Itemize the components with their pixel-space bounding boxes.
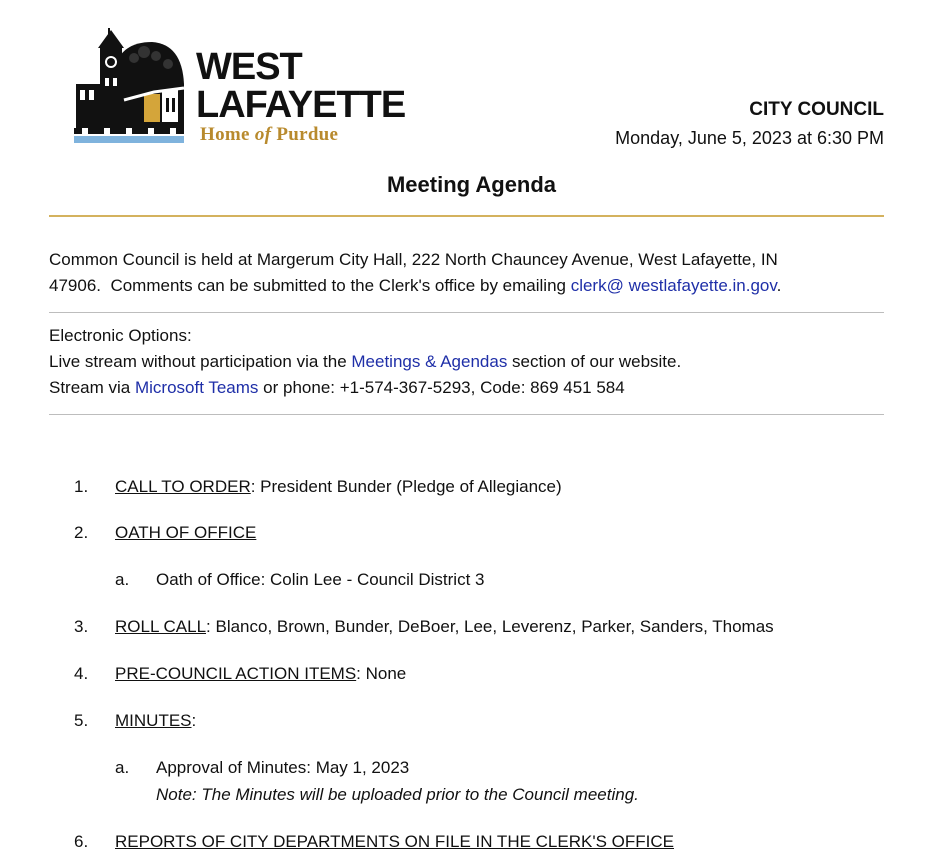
title-divider — [49, 215, 884, 217]
electronic-heading: Electronic Options: — [49, 326, 192, 345]
logo-tagline — [200, 125, 338, 145]
intro-paragraph — [49, 247, 889, 299]
live-stream-line — [49, 349, 889, 375]
subitem-letter: a. — [115, 758, 130, 777]
live-stream-suffix: section of our website. — [507, 352, 682, 371]
electronic-options — [49, 323, 889, 401]
intro-line-2 — [49, 273, 889, 299]
microsoft-teams-link[interactable]: Microsoft Teams — [134, 378, 259, 397]
item-detail: : Blanco, Brown, Bunder, DeBoer, Lee, Leverenz, Parker, Sanders, Thomas — [206, 617, 774, 636]
item-label: REPORTS OF CITY DEPARTMENTS ON FILE IN THE CLERK'S OFFICE — [115, 832, 674, 851]
clock-tower-emblem — [74, 28, 194, 146]
meetings-agendas-link[interactable]: Meetings & Agendas — [351, 352, 508, 371]
minutes-note: Note: The Minutes will be uploaded prior to the Council meeting. — [156, 785, 639, 804]
phone-info: or phone: +1-574-367-5293, Code: 869 451 584 — [258, 378, 625, 397]
intro-line-1: Common Council is held at Margerum City Hall, 222 North Chauncey Avenue, West Lafayette, IN — [49, 250, 778, 269]
intro-divider — [49, 312, 884, 313]
intro-line-2-end: . — [776, 276, 782, 295]
item-number: 1. — [74, 477, 89, 496]
item-detail: : — [191, 711, 197, 730]
live-stream-text: Live stream without participation via the — [49, 352, 352, 371]
subitem-letter: a. — [115, 570, 130, 589]
item-detail: : None — [356, 664, 407, 683]
options-divider — [49, 414, 884, 415]
logo-lafayette: LAFAYETTE — [196, 84, 406, 126]
item-label: CALL TO ORDER — [115, 477, 251, 496]
page-title: Meeting Agenda — [386, 172, 557, 197]
item-number: 3. — [74, 617, 89, 636]
item-label: PRE-COUNCIL ACTION ITEMS — [115, 664, 357, 683]
logo-west: WEST — [196, 46, 302, 88]
item-label: ROLL CALL — [115, 617, 207, 636]
item-number: 2. — [74, 523, 89, 542]
council-title: CITY COUNCIL — [749, 99, 884, 120]
item-label: OATH OF OFFICE — [115, 523, 257, 542]
meeting-date: Monday, June 5, 2023 at 6:30 PM — [615, 128, 884, 148]
tagline-home: Home — [200, 124, 250, 145]
item-detail: : President Bunder (Pledge of Allegiance) — [250, 477, 562, 496]
teams-stream-text: Stream via — [49, 378, 135, 397]
subitem-text: Oath of Office: Colin Lee - Council District 3 — [156, 570, 485, 589]
clerk-email-link[interactable]: clerk@ westlafayette.in.gov — [570, 276, 777, 295]
teams-stream-line — [49, 375, 889, 401]
item-number: 5. — [74, 711, 89, 730]
tagline-purdue: Purdue — [276, 124, 339, 145]
subitem-text: Approval of Minutes: May 1, 2023 — [156, 758, 410, 777]
item-number: 6. — [74, 832, 89, 851]
tagline-of: of — [254, 124, 272, 145]
item-label: MINUTES — [115, 711, 192, 730]
intro-line-2-text: 47906. Comments can be submitted to the Clerk's office by emailing — [49, 276, 571, 295]
item-number: 4. — [74, 664, 89, 683]
city-logo — [74, 28, 406, 146]
